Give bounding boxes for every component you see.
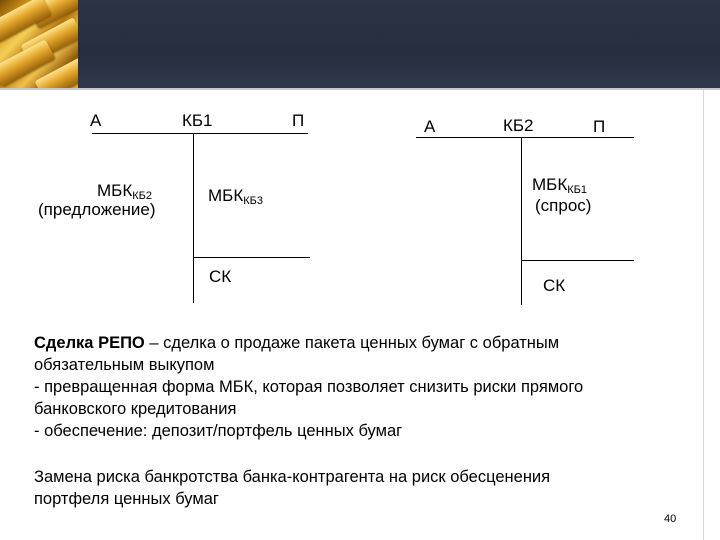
text-line-5: - обеспечение: депозит/портфель ценных бумаг	[34, 422, 403, 440]
text-line-4: банковского кредитования	[34, 400, 237, 418]
page-number: 40	[664, 513, 677, 525]
mbk-liability-label: $МБК_{КБ3}$	[208, 186, 263, 207]
text-line-3: - превращенная форма МБК, которая позволяет снизить риски прямого	[34, 378, 584, 396]
text-line-2: обязательным выкупом	[34, 356, 215, 374]
assets-header: А	[424, 117, 436, 136]
mbk-asset-label: $МБК_{КБ2}$	[97, 181, 152, 202]
equity-label: СК	[543, 276, 566, 295]
mbk-liability-label: $МБК_{КБ1}$	[532, 175, 587, 196]
text-line-1: Сделка РЕПО – сделка о продаже пакета ценных бумаг с обратным	[34, 334, 560, 352]
t-account-equity-line	[193, 257, 310, 258]
t-account-equity-line	[521, 260, 634, 261]
mbk-liability-note: (спрос)	[535, 196, 592, 215]
header-banner	[0, 0, 720, 88]
banner-divider	[0, 88, 720, 90]
repo-term: Сделка РЕПО	[34, 334, 145, 352]
assets-header: А	[90, 111, 102, 130]
t-account-center-line	[521, 137, 522, 305]
gold-bars-image	[0, 0, 78, 88]
account-title: КБ1	[182, 111, 213, 130]
text-line-7: портфеля ценных бумаг	[34, 490, 219, 508]
t-account-top-line	[416, 137, 634, 138]
mbk-asset-note: (предложение)	[38, 200, 156, 219]
account-title: КБ2	[503, 116, 534, 135]
t-account-top-line	[92, 133, 308, 134]
t-account-center-line	[193, 133, 194, 303]
text-line-6: Замена риска банкротства банка-контрагента на риск обесценения	[34, 468, 551, 486]
right-margin-rule	[703, 90, 704, 540]
equity-label: СК	[209, 267, 232, 286]
liabilities-header: П	[593, 117, 606, 136]
liabilities-header: П	[292, 111, 305, 130]
